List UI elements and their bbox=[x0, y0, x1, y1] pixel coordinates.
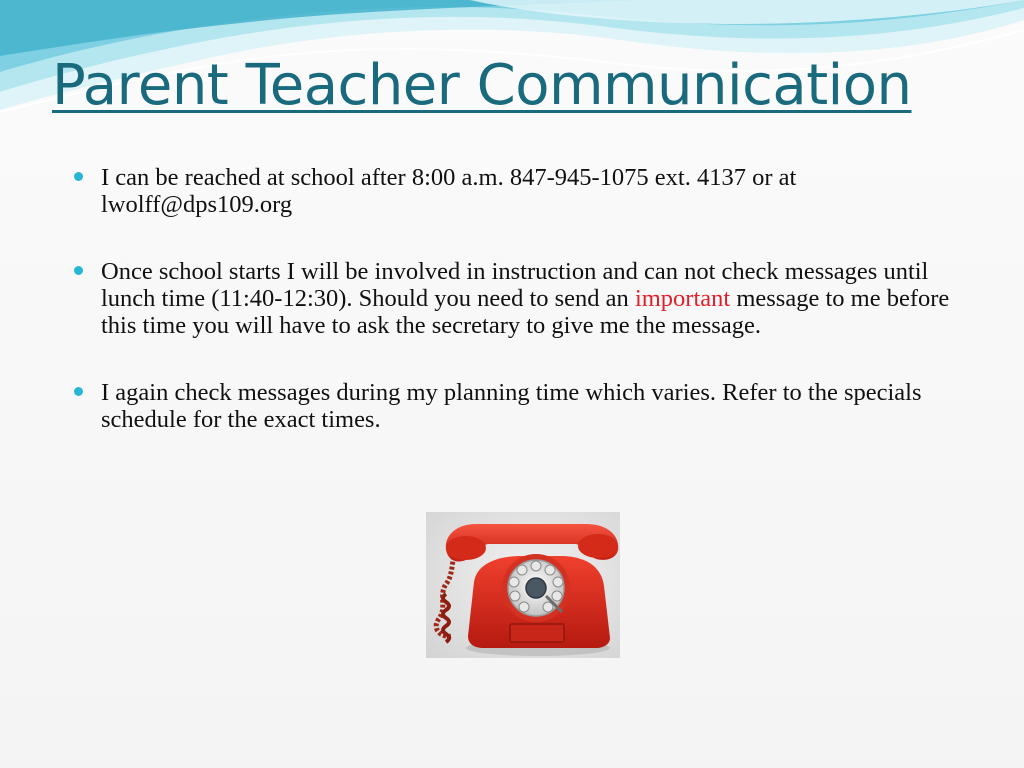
bullet-marker-icon bbox=[74, 266, 83, 275]
highlight-important: important bbox=[634, 285, 731, 312]
bullet-planning-time bbox=[74, 379, 974, 433]
bullet-contact-info bbox=[74, 164, 974, 218]
bullet-text-after: message to me before this time you will have to ask the secretary to give me the message. bbox=[101, 285, 950, 339]
bullet-marker-icon bbox=[74, 172, 83, 181]
bullet-text: I again check messages during my planning time which varies. Refer to the specials schedule for the exact times. bbox=[101, 379, 922, 433]
bullet-marker-icon bbox=[74, 387, 83, 396]
bullet-list bbox=[74, 164, 974, 473]
bullet-text-before: Once school starts I will be involved in instruction and can not check messages until lunch time (11:40-12:30). Should you need to send an bbox=[101, 258, 929, 312]
telephone-image bbox=[426, 512, 620, 658]
bullet-instruction-time bbox=[74, 258, 974, 339]
page-title: Parent Teacher Communication bbox=[52, 53, 912, 118]
red-telephone-icon bbox=[426, 512, 620, 658]
bullet-text: I can be reached at school after 8:00 a.m. 847-945-1075 ext. 4137 or at lwolff@dps109.org bbox=[101, 164, 797, 218]
